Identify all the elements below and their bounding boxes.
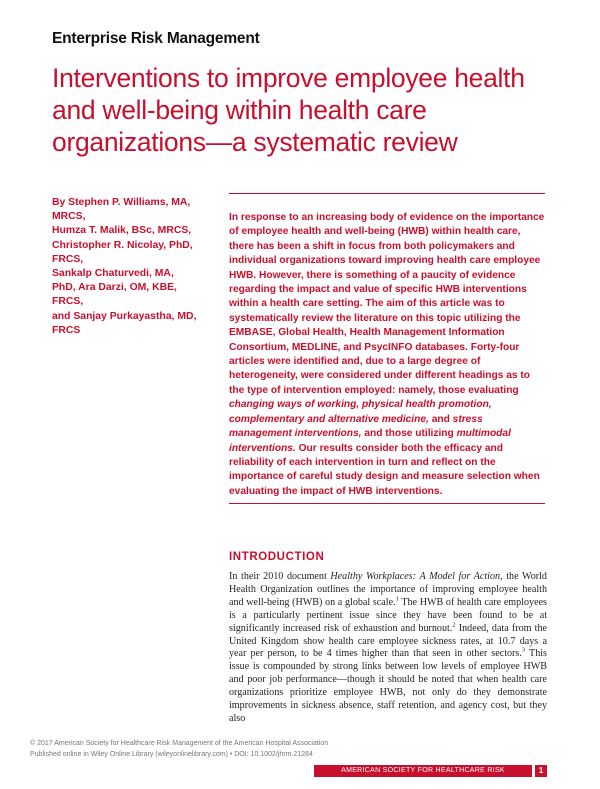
copyright-line: © 2017 American Society for Healthcare Risk Management of the American Hospital Association [30, 740, 329, 747]
body-text: Indeed, data from the United Kingdom show health care employee sickness rates, at 10.7 days a year per person, to be 4 times higher than that seen in other sectors. [229, 622, 547, 660]
author-line: Sankalp Chaturvedi, MA, [52, 268, 174, 280]
section-label: Enterprise Risk Management [52, 30, 260, 47]
author-list [52, 196, 212, 338]
author-line: Christopher R. Nicolay, PhD, [52, 239, 193, 251]
reference-marker[interactable]: 1 [395, 595, 399, 603]
reference-marker[interactable]: 3 [521, 647, 526, 655]
abstract-emphasis: stress management interventions, [229, 413, 483, 440]
author-line: PhD, Ara Darzi, OM, KBE, [52, 282, 177, 294]
abstract-emphasis: changing ways of working, physical health promotion, complementary and alternative medicine, [229, 399, 492, 425]
abstract-top-rule [229, 193, 545, 194]
abstract-text: In response to an increasing body of evidence on the importance of employee health and well-being (HWB) within health care, there has been a shift in focus from both policymakers and individual organizations toward improving health care employee HWB. However, there is something of a paucity of evidence regarding the impact and value of specific HWB interventions within a health care setting. The aim of this article was to systematically review the literature on this topic utilizing the EMBASE, Global Health, Health Management Information Consortium, MEDLINE, and PsycINFO databases. Forty-four articles were identified and, due to a large degree of heterogeneity, were considered under different headings as to the type of intervention employed: namely, those evaluating [229, 212, 545, 396]
page-number: 1 [535, 765, 547, 777]
abstract [229, 211, 547, 499]
publication-line: Published online in Wiley Online Library (wileyonlinelibrary.com) • DOI: 10.1002/jhrm.21284 [30, 751, 313, 758]
introduction-heading: INTRODUCTION [229, 551, 325, 563]
author-line: MRCS, [52, 211, 86, 223]
body-text: The HWB of health care employees is a particularly pertinent issue since they have been found to be at significantly increased risk of exhaustion and burnout. [229, 596, 547, 634]
author-line: and Sanjay Purkayastha, MD, [52, 310, 197, 322]
body-text: the World Health Organization outlines the importance of improving employee health and well-being (HWB) on a global scale. [229, 571, 547, 608]
abstract-text: Our results consider both the efficacy and reliability of each intervention in turn and reflect on the importance of careful study design and measure selection when evaluating the impact of HWB interventions. [229, 442, 540, 497]
body-text: In their 2010 document [229, 571, 331, 582]
abstract-text: and those utilizing [361, 428, 457, 440]
author-line: FRCS [52, 324, 81, 336]
body-text: This issue is compounded by strong links between low levels of employee HWB and poor job performance—though it should be noted that when health care organizations prioritize employee HWB, not only do they demonstrate improvements in sickness absence, staff retention, and agency cost, but they also [229, 648, 547, 724]
document-title: Healthy Workplaces: A Model for Action, [330, 571, 503, 582]
author-line: FRCS, [52, 253, 84, 265]
footer [30, 738, 328, 760]
introduction-body [229, 571, 547, 726]
article-title: Interventions to improve employee health and well-being within health care organizations—a systematic review [52, 63, 525, 157]
author-line: FRCS, [52, 296, 84, 308]
author-line: By Stephen P. Williams, MA, [52, 197, 191, 208]
reference-marker[interactable]: 2 [452, 621, 456, 629]
author-line: Humza T. Malik, BSc, MRCS, [52, 225, 192, 237]
society-banner: AMERICAN SOCIETY FOR HEALTHCARE RISK MANAGEMENT [314, 765, 532, 777]
abstract-text: and [428, 413, 453, 425]
abstract-emphasis: multimodal interventions. [229, 428, 511, 454]
abstract-bottom-rule [229, 503, 545, 504]
